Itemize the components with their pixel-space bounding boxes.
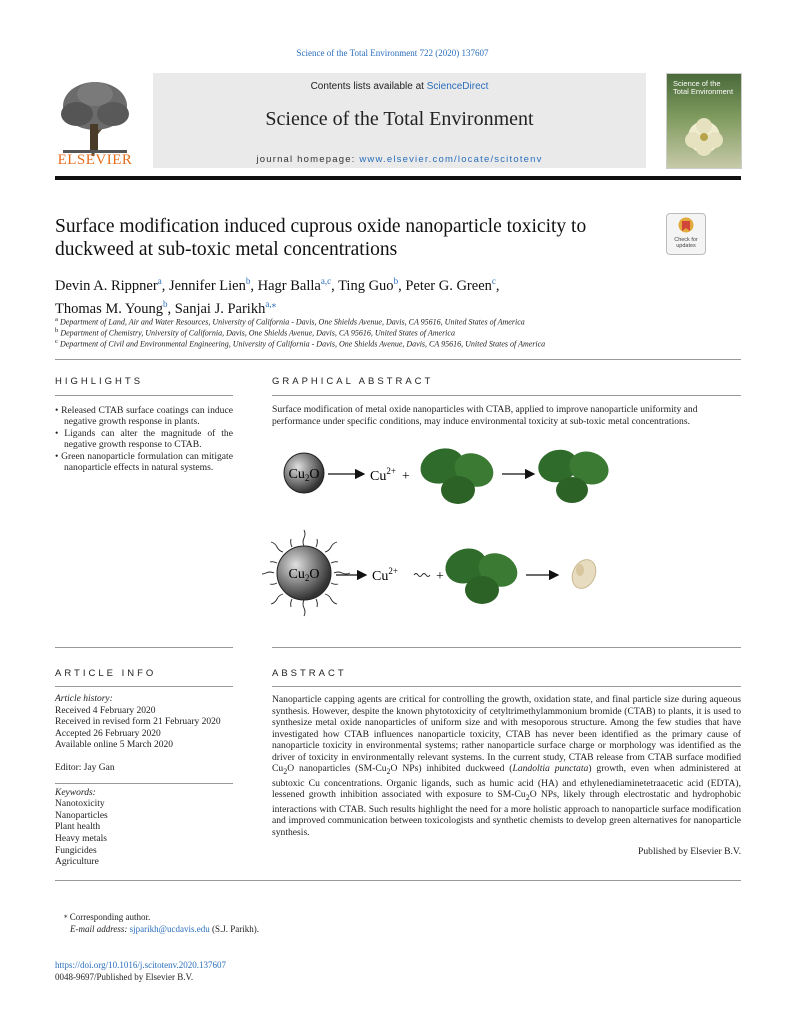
author-name[interactable]: Hagr Balla xyxy=(257,277,321,294)
section-divider xyxy=(55,359,741,360)
published-by: Published by Elsevier B.V. xyxy=(638,846,741,857)
copper-ion-label: $Cu^{2+}$ + xyxy=(370,466,410,484)
keyword: Agriculture xyxy=(55,857,99,868)
highlight-text: Ligands can alter the magnitude of the negative growth response to CTAB. xyxy=(64,427,233,451)
author-affiliation-sup[interactable]: a,c xyxy=(320,276,332,286)
author-affiliation-sup[interactable]: a xyxy=(157,276,162,286)
affiliation-sup: a xyxy=(55,316,58,323)
ctab-coated-particle xyxy=(262,530,350,616)
journal-reference[interactable]: Science of the Total Environment 722 (2020) 137607 xyxy=(296,48,489,58)
article-title: Surface modification induced cuprous oxide nanoparticle toxicity to duckweed at sub-toxic metal concentrations xyxy=(55,216,587,260)
healthy-duckweed-icon xyxy=(535,445,614,503)
ctab-ligand-icon xyxy=(414,574,430,577)
graphical-abstract-rule xyxy=(272,395,741,396)
journal-cover[interactable] xyxy=(666,73,742,169)
email-label: E-mail address: xyxy=(70,924,128,934)
keyword: Nanoparticles xyxy=(55,810,108,821)
author-affiliation-sup[interactable]: b xyxy=(162,298,168,309)
author-name[interactable]: Jennifer Lien xyxy=(168,277,246,294)
section-divider xyxy=(55,880,741,881)
author-affiliation-sup[interactable]: b xyxy=(245,276,251,286)
graphical-abstract-caption: Surface modification of metal oxide nanoparticles with CTAB, applied to improve nanoparticle uniformity and performance under specific conditions, may induce environmental toxicity at sub-toxic metal concentrations. xyxy=(272,404,698,427)
dead-duckweed-icon xyxy=(568,556,601,592)
copper-ion-label: $Cu^{2+}$ xyxy=(372,566,398,584)
corresponding-footnote: ⁎ Corresponding author. E-mail address: sjparikh@ucdavis.edu (S.J. Parikh). xyxy=(64,912,259,934)
graphical-abstract-figure xyxy=(262,438,642,618)
cover-flower-icon xyxy=(681,114,727,160)
article-info-rule xyxy=(55,686,233,687)
svg-text:Cu2O: $Cu_2O$ xyxy=(288,567,320,583)
header-rule xyxy=(55,176,741,180)
journal-homepage xyxy=(153,154,646,165)
svg-text:Cu2O: $Cu_2O$ xyxy=(288,467,320,483)
abstract-text: Nanoparticle capping agents are critical for controlling the growth, oxidation state, and final particle size during aqueous synthesis. However, despite the known phytotoxicity of cetyltrimethylammonium bromide (CTAB) to plants, it is used to synthesize metal oxide nanoparticles of uniform size and with mesoporous structure. Among the few studies that have investigated how CTAB influences nanoparticle toxicity, CTAB has never been identified as the primary cause of nanoparticle toxicity in environmental systems; rather nanoparticle surface charge or morphology was identified as the driver of toxicity in environmentally relevant systems. In the current study, CTAB release from CTAB surface modified $Cu_2O$ nanoparticles ($SM-Cu_2O$ NPs) inhibited duckweed (Landoltia punctata) growth, even when administered at subtoxic Cu concentrations. Organic ligands, such as humic acid (HA) and ethylenediaminetetraacetic acid (EDTA), lessened growth inhibition associated with exposure to $SM-Cu_2O$ NPs, likely through electrostatic and hydrophobic interactions with CTAB. Such results highlight the need for a more holistic approach to nanoparticle surface modification and improved communication between toxicologists and synthetic chemists to develop green alternatives for nanoparticle synthesis. xyxy=(272,694,741,838)
contents-prefix: Contents lists available at xyxy=(310,81,427,92)
keyword: Nanotoxicity xyxy=(55,799,105,810)
author-name[interactable]: Thomas M. Young xyxy=(55,300,163,317)
author-name[interactable]: Ting Guo xyxy=(338,277,394,294)
editor: Editor: Jay Gan xyxy=(55,762,115,773)
author-affiliation-sup[interactable]: c xyxy=(491,276,496,286)
contents-line xyxy=(153,81,646,92)
affiliation-text: Department of Land, Air and Water Resources, University of California - Davis, One Shields Avenue, Davis, CA 95616, United States of America xyxy=(59,317,525,327)
check-for-updates-button[interactable] xyxy=(666,213,706,255)
affiliation-text: Department of Chemistry, University of California, Davis, One Shields Avenue, Davis, CA 95616, United States of America xyxy=(60,328,455,338)
cover-title: Science of the Total Environment xyxy=(673,79,734,96)
author-name[interactable]: Devin A. Rippner xyxy=(55,277,158,294)
email-suffix: (S.J. Parikh). xyxy=(211,924,259,934)
keyword: Plant health xyxy=(55,822,101,833)
article-info-heading: ARTICLE INFO xyxy=(55,668,157,679)
history-entry: Accepted 26 February 2020 xyxy=(55,728,161,739)
elsevier-logo[interactable] xyxy=(55,76,135,168)
journal-title: Science of the Total Environment xyxy=(265,108,534,130)
bare-particle xyxy=(284,453,324,493)
section-divider xyxy=(55,647,233,648)
history-entry: Available online 5 March 2020 xyxy=(55,740,174,751)
affiliation-sup: c xyxy=(55,338,58,345)
article-info xyxy=(55,694,240,869)
abstract-rule xyxy=(272,686,741,687)
check-updates-label: Check for updates xyxy=(674,237,698,249)
bookmark-icon xyxy=(678,217,694,235)
email-link[interactable]: sjparikh@ucdavis.edu xyxy=(129,924,210,934)
highlights-rule xyxy=(55,395,233,396)
plus-sign: + xyxy=(436,569,444,584)
doi-block xyxy=(55,960,226,983)
highlights-heading: HIGHLIGHTS xyxy=(55,376,144,387)
graphical-abstract-heading: GRAPHICAL ABSTRACT xyxy=(272,376,434,387)
sciencedirect-link[interactable]: ScienceDirect xyxy=(426,81,489,92)
homepage-link[interactable]: www.elsevier.com/locate/scitotenv xyxy=(359,154,543,165)
highlights-list xyxy=(55,405,233,473)
issn-line: 0048-9697/Published by Elsevier B.V. xyxy=(55,971,194,982)
affiliation xyxy=(55,337,705,350)
highlight-text: Green nanoparticle formulation can mitigate nanoparticle effects in natural systems. xyxy=(61,450,233,474)
homepage-prefix: journal homepage: xyxy=(256,154,360,165)
highlight-item: • Released CTAB surface coatings can induce negative growth response in plants. xyxy=(55,405,233,428)
highlight-text: Released CTAB surface coatings can induce negative growth response in plants. xyxy=(61,405,233,428)
keywords-label: Keywords: xyxy=(55,787,96,798)
history-entry: Received 4 February 2020 xyxy=(55,705,156,716)
elsevier-wordmark: ELSEVIER xyxy=(57,152,133,168)
highlight-item: • Green nanoparticle formulation can mitigate nanoparticle effects in natural systems. xyxy=(55,450,233,474)
healthy-duckweed-icon xyxy=(440,543,522,604)
affiliation-text: Department of Civil and Environmental Engineering, University of California - Davis, One Shields Avenue, Davis, CA 95616, United States of America xyxy=(59,339,546,349)
keyword: Fungicides xyxy=(55,845,97,856)
author-name[interactable]: Sanjai J. Parikh xyxy=(174,300,266,317)
history-entry: Received in revised form 21 February 2020 xyxy=(55,717,221,728)
corresponding-label: Corresponding author. xyxy=(69,912,151,922)
author-list: Devin A. Rippner$^a$, Jennifer Lien$^b$, Hagr Balla$^{a,c}$, Ting Guo$^b$, Peter G. Green$^c$, Thomas M. Young$^b$, Sanjai J. Parikh$^{a,⁎}$ xyxy=(55,276,500,317)
author-affiliation-sup[interactable]: a,⁎ xyxy=(265,298,277,309)
history-label: Article history: xyxy=(55,694,113,704)
highlight-item: • Ligands can alter the magnitude of the negative growth response to CTAB. xyxy=(55,427,233,451)
keyword: Heavy metals xyxy=(55,833,107,844)
section-divider xyxy=(272,647,741,648)
author-affiliation-sup[interactable]: b xyxy=(393,276,399,286)
author-name[interactable]: Peter G. Green xyxy=(405,277,492,294)
healthy-duckweed-icon xyxy=(416,443,499,504)
doi-link[interactable]: https://doi.org/10.1016/j.scitotenv.2020.137607 xyxy=(55,960,226,970)
affiliation-sup: b xyxy=(55,327,59,334)
abstract-heading: ABSTRACT xyxy=(272,668,347,679)
